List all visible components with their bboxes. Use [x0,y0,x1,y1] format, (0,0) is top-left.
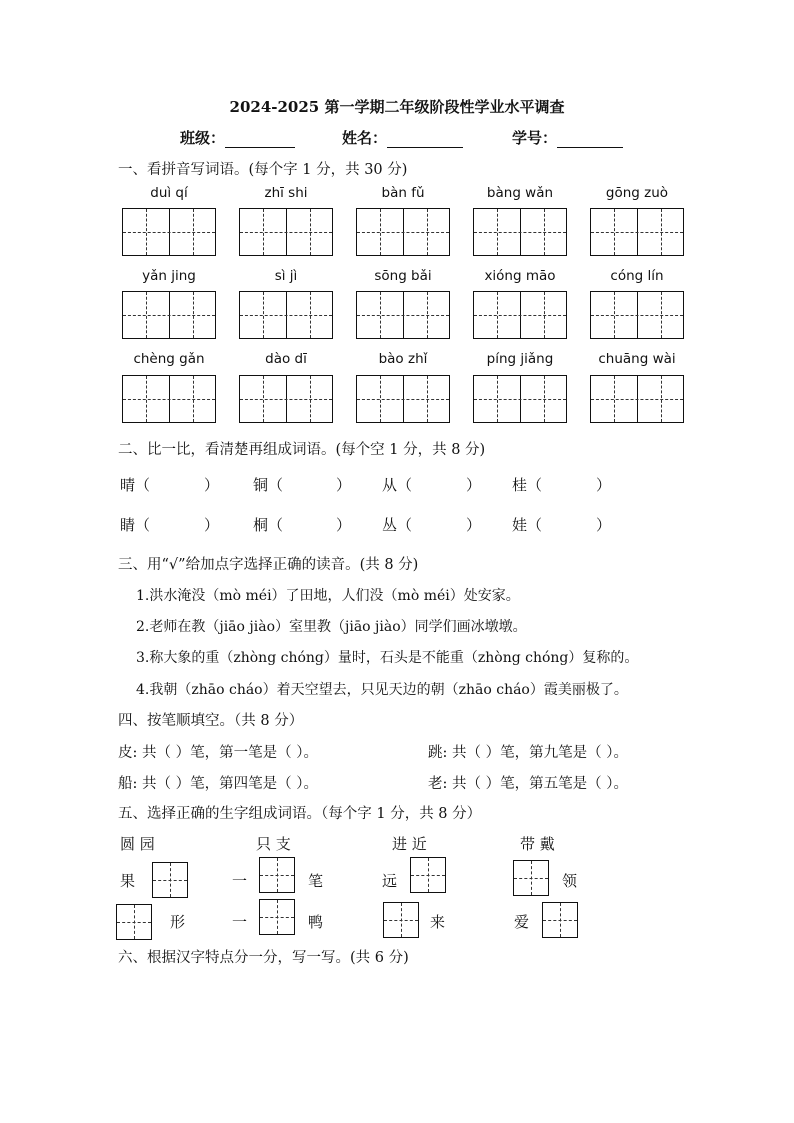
class-field [180,127,295,148]
number-field [512,127,623,148]
pinyin-prompt: chuāng wài [598,351,676,367]
pinyin-prompt: bàn fǔ [381,185,425,201]
pinyin-prompt: chèng gǎn [133,351,205,367]
writing-grid-box[interactable] [356,291,450,339]
stroke-question-1: 皮: 共（ ）笔，第一笔是（ ）。 [118,745,318,761]
section3-heading: 三、用“√”给加点字选择正确的读音。(共 8 分) [118,557,419,573]
pinyin-prompt: dào dī [265,351,307,367]
word-char: 一 [232,913,248,931]
pinyin-prompt: bào zhǐ [378,351,428,367]
writing-grid-box[interactable] [590,208,684,256]
exam-title: 2024-2025 第一学期二年级阶段性学业水平调查 [229,98,565,116]
write-box[interactable] [410,857,446,893]
word-char: 果 [120,872,136,890]
word-char: 领 [562,872,578,890]
write-box[interactable] [383,902,419,938]
writing-grid-box[interactable] [122,291,216,339]
writing-grid-box[interactable] [356,208,450,256]
name-field [342,127,463,148]
compare-item: 丛（ [382,516,413,534]
section2-heading: 二、比一比，看清楚再组成词语。(每个空 1 分，共 8 分) [118,442,486,458]
writing-grid-box[interactable] [590,291,684,339]
writing-grid-box[interactable] [239,208,333,256]
number-blank[interactable] [557,133,623,148]
char-options-4: 带 戴 [520,835,555,853]
compare-item: 从（ [382,476,413,494]
pinyin-prompt: bàng wǎn [486,185,554,201]
char-options-3: 进 近 [392,835,427,853]
stroke-question-4: 老: 共（ ）笔，第五笔是（ ）。 [428,776,628,792]
class-label: 班级： [180,129,226,147]
name-label: 姓名： [342,129,388,147]
section4-heading: 四、按笔顺填空。（共 8 分） [118,713,304,729]
write-box[interactable] [513,860,549,896]
writing-grid-box[interactable] [122,375,216,423]
char-options-1: 圆 园 [120,835,155,853]
section6-heading: 六、根据汉字特点分一分，写一写。(共 6 分) [118,950,409,966]
compare-item: 桂（ [512,476,543,494]
writing-grid-box[interactable] [473,375,567,423]
pinyin-prompt: xióng māo [484,268,556,284]
section5-heading: 五、选择正确的生字组成词语。（每个字 1 分，共 8 分） [118,806,482,822]
writing-grid-box[interactable] [122,208,216,256]
word-char: 鸭 [308,913,324,931]
compare-item: 睛（ [120,516,151,534]
reading-question-1: 1.洪水淹没（mò méi）了田地，人们没（mò méi）处安家。 [136,588,520,604]
reading-question-4: 4.我朝（zhāo cháo）着天空望去，只见天边的朝（zhāo cháo）霞美丽极了。 [136,682,628,698]
class-blank[interactable] [225,133,295,148]
compare-item: 晴（ [120,476,151,494]
write-box[interactable] [259,857,295,893]
pinyin-prompt: sōng bǎi [374,268,432,284]
pinyin-prompt: yǎn jing [142,268,196,284]
compare-item: 娃（ [512,516,543,534]
pinyin-prompt: píng jiǎng [486,351,554,367]
word-char: 来 [430,913,446,931]
pinyin-prompt: gōng zuò [605,185,669,201]
writing-grid-box[interactable] [473,291,567,339]
compare-item: 铜（ [253,476,284,494]
write-box[interactable] [116,904,152,940]
pinyin-prompt: zhī shi [264,185,308,201]
writing-grid-box[interactable] [239,291,333,339]
pinyin-prompt: sì jì [274,268,298,284]
section1-heading: 一、看拼音写词语。(每个字 1 分，共 30 分) [118,162,408,178]
write-box[interactable] [542,902,578,938]
pinyin-prompt: cóng lín [610,268,664,284]
compare-item: 桐（ [253,516,284,534]
char-options-2: 只 支 [256,835,291,853]
number-label: 学号： [512,129,558,147]
writing-grid-box[interactable] [239,375,333,423]
reading-question-3: 3.称大象的重（zhòng chóng）量时，石头是不能重（zhòng chóng）复称的。 [136,650,639,666]
writing-grid-box[interactable] [473,208,567,256]
word-char: 笔 [308,872,324,890]
write-box[interactable] [259,899,295,935]
stroke-question-2: 跳: 共（ ）笔，第九笔是（ ）。 [428,745,628,761]
write-box[interactable] [152,862,188,898]
word-char: 形 [170,913,186,931]
stroke-question-3: 船: 共（ ）笔，第四笔是（ ）。 [118,776,318,792]
writing-grid-box[interactable] [590,375,684,423]
reading-question-2: 2.老师在教（jiāo jiào）室里教（jiāo jiào）同学们画冰墩墩。 [136,619,527,635]
writing-grid-box[interactable] [356,375,450,423]
word-char: 一 [232,872,248,890]
pinyin-prompt: duì qí [150,185,188,201]
word-char: 爱 [514,913,530,931]
word-char: 远 [382,872,398,890]
name-blank[interactable] [387,133,463,148]
